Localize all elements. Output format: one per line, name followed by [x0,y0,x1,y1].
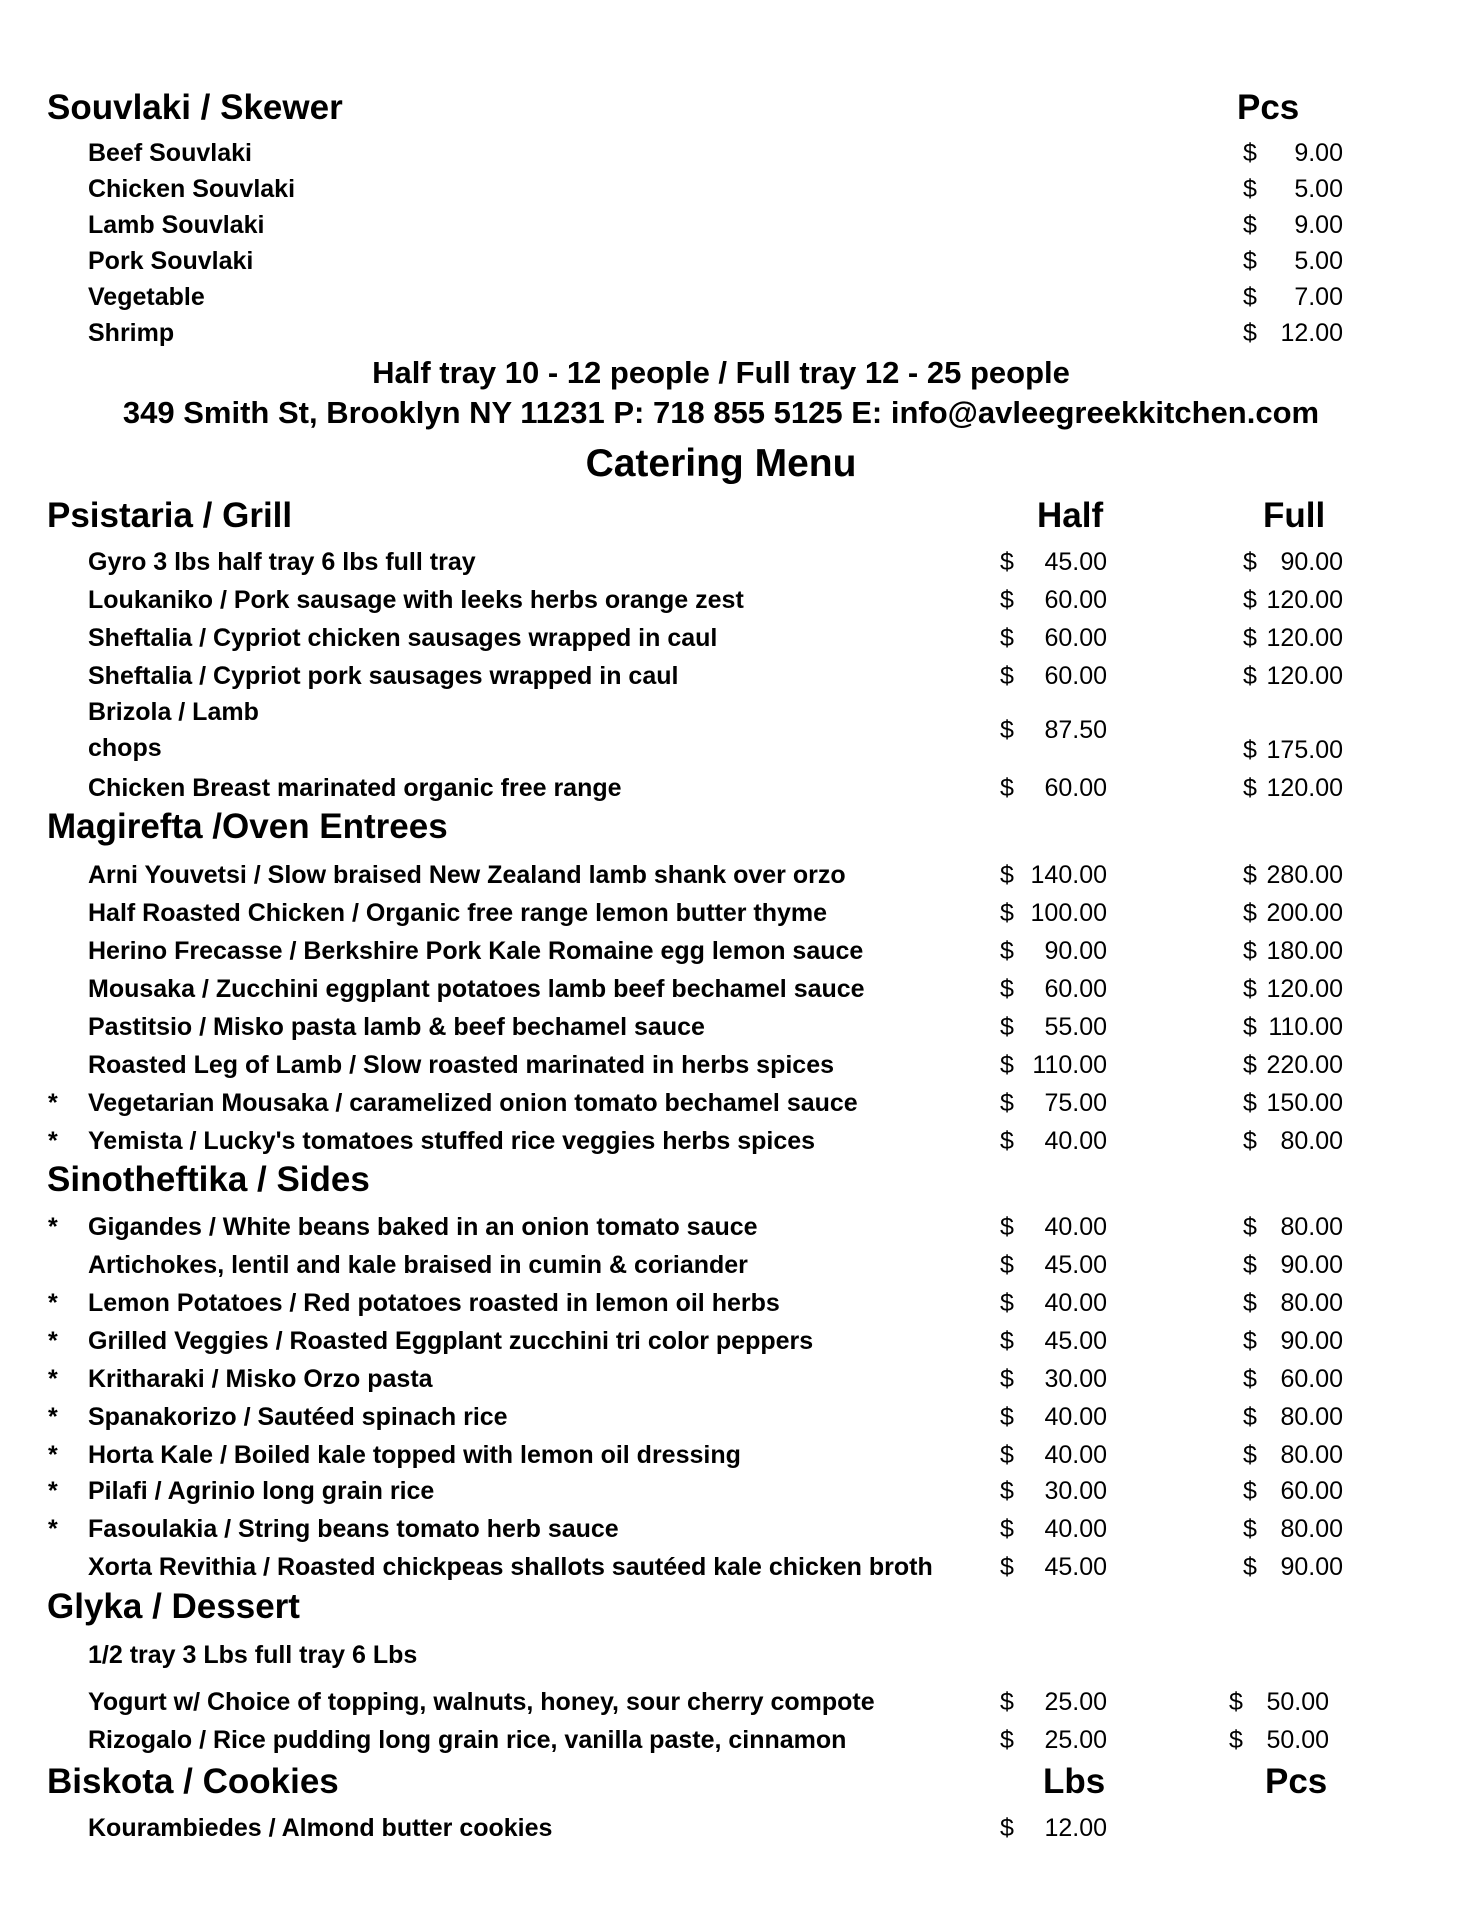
souvlaki-item-price: 12.00 [1280,319,1343,347]
oven-item-name: Half Roasted Chicken / Organic free range lemon butter thyme [88,899,828,927]
sides-item-half-price: 45.00 [1044,1553,1107,1581]
oven-item-half-price: 90.00 [1044,937,1107,965]
currency-symbol: $ [1000,899,1014,927]
currency-symbol: $ [1000,1553,1014,1581]
grill-item-half-price: 60.00 [1044,624,1107,652]
currency-symbol: $ [1000,1814,1014,1842]
currency-symbol: $ [1243,736,1257,764]
currency-symbol: $ [1000,716,1014,744]
sides-item-name: Fasoulakia / String beans tomato herb sauce [88,1515,619,1543]
oven-item-half-price: 40.00 [1044,1127,1107,1155]
item-star: * [48,1089,58,1117]
currency-symbol: $ [1000,1726,1014,1754]
sides-item-name: Xorta Revithia / Roasted chickpeas shallots sautéed kale chicken broth [88,1553,933,1581]
column-header-lbs: Lbs [1043,1762,1106,1801]
grill-item-name: Loukaniko / Pork sausage with leeks herbs orange zest [88,586,744,614]
item-star: * [48,1441,58,1469]
oven-item-half-price: 110.00 [1032,1051,1107,1079]
sides-item-full-price: 80.00 [1280,1441,1343,1469]
currency-symbol: $ [1243,1327,1257,1355]
dessert-note: 1/2 tray 3 Lbs full tray 6 Lbs [88,1641,418,1669]
souvlaki-item-price: 7.00 [1294,283,1343,311]
currency-symbol: $ [1243,1477,1257,1505]
currency-symbol: $ [1000,548,1014,576]
item-star: * [48,1213,58,1241]
sides-item-name: Gigandes / White beans baked in an onion tomato sauce [88,1213,758,1241]
dessert-item-full-price: 50.00 [1266,1688,1329,1716]
currency-symbol: $ [1243,774,1257,802]
currency-symbol: $ [1229,1726,1243,1754]
section-title-souvlaki: Souvlaki / Skewer [47,88,343,127]
oven-item-full-price: 110.00 [1268,1013,1343,1041]
sides-item-half-price: 40.00 [1044,1289,1107,1317]
currency-symbol: $ [1000,1477,1014,1505]
sides-item-name: Lemon Potatoes / Red potatoes roasted in lemon oil herbs [88,1289,780,1317]
currency-symbol: $ [1000,586,1014,614]
sides-item-full-price: 60.00 [1280,1365,1343,1393]
page-title: Catering Menu [585,442,857,485]
currency-symbol: $ [1000,1127,1014,1155]
grill-item-name-line2: chops [88,734,162,762]
oven-item-half-price: 140.00 [1030,861,1107,889]
currency-symbol: $ [1243,937,1257,965]
currency-symbol: $ [1000,774,1014,802]
dessert-item-full-price: 50.00 [1266,1726,1329,1754]
oven-item-full-price: 280.00 [1266,861,1343,889]
currency-symbol: $ [1243,139,1257,167]
sides-item-full-price: 80.00 [1280,1403,1343,1431]
currency-symbol: $ [1000,975,1014,1003]
souvlaki-item-price: 5.00 [1294,247,1343,275]
oven-item-name: Roasted Leg of Lamb / Slow roasted marinated in herbs spices [88,1051,835,1079]
dessert-item-half-price: 25.00 [1044,1726,1107,1754]
sides-item-full-price: 90.00 [1280,1251,1343,1279]
item-star: * [48,1515,58,1543]
currency-symbol: $ [1243,1289,1257,1317]
grill-item-name: Sheftalia / Cypriot pork sausages wrapped in caul [88,662,679,690]
tray-note: Half tray 10 - 12 people / Full tray 12 - 25 people [372,355,1070,390]
sides-item-full-price: 90.00 [1280,1553,1343,1581]
grill-item-full-price: 120.00 [1266,662,1343,690]
oven-item-full-price: 120.00 [1266,975,1343,1003]
sides-item-half-price: 30.00 [1044,1365,1107,1393]
section-title-oven: Magirefta /Oven Entrees [47,807,448,846]
sides-item-full-price: 80.00 [1280,1213,1343,1241]
currency-symbol: $ [1243,548,1257,576]
currency-symbol: $ [1000,1013,1014,1041]
grill-item-half-price: 45.00 [1044,548,1107,576]
currency-symbol: $ [1243,899,1257,927]
column-header-pcs-cookies: Pcs [1265,1762,1328,1801]
item-star: * [48,1403,58,1431]
oven-item-name: Vegetarian Mousaka / caramelized onion tomato bechamel sauce [88,1089,858,1117]
currency-symbol: $ [1000,1515,1014,1543]
currency-symbol: $ [1243,211,1257,239]
grill-item-full-price: 120.00 [1266,774,1343,802]
sides-item-name: Spanakorizo / Sautéed spinach rice [88,1403,508,1431]
currency-symbol: $ [1000,1289,1014,1317]
oven-item-full-price: 150.00 [1266,1089,1343,1117]
currency-symbol: $ [1243,175,1257,203]
column-header-pcs: Pcs [1237,88,1300,127]
currency-symbol: $ [1243,1127,1257,1155]
item-star: * [48,1477,58,1505]
oven-item-half-price: 100.00 [1030,899,1107,927]
currency-symbol: $ [1243,319,1257,347]
currency-symbol: $ [1000,662,1014,690]
sides-item-half-price: 45.00 [1044,1327,1107,1355]
dessert-item-half-price: 25.00 [1044,1688,1107,1716]
cookie-item-name: Kourambiedes / Almond butter cookies [88,1814,553,1842]
currency-symbol: $ [1243,861,1257,889]
sides-item-half-price: 40.00 [1044,1213,1107,1241]
grill-item-half-price: 60.00 [1044,662,1107,690]
sides-item-full-price: 80.00 [1280,1515,1343,1543]
grill-item-half-price: 60.00 [1044,586,1107,614]
item-star: * [48,1327,58,1355]
sides-item-half-price: 45.00 [1044,1251,1107,1279]
currency-symbol: $ [1000,1688,1014,1716]
currency-symbol: $ [1000,1089,1014,1117]
currency-symbol: $ [1000,1213,1014,1241]
souvlaki-item-name: Beef Souvlaki [88,139,252,167]
souvlaki-item-price: 5.00 [1294,175,1343,203]
souvlaki-item-name: Pork Souvlaki [88,247,254,275]
currency-symbol: $ [1243,247,1257,275]
column-header-half: Half [1037,496,1104,535]
sides-item-name: Grilled Veggies / Roasted Eggplant zucchini tri color peppers [88,1327,814,1355]
currency-symbol: $ [1243,1089,1257,1117]
currency-symbol: $ [1243,1515,1257,1543]
currency-symbol: $ [1000,1327,1014,1355]
item-star: * [48,1289,58,1317]
currency-symbol: $ [1000,1251,1014,1279]
currency-symbol: $ [1000,1051,1014,1079]
currency-symbol: $ [1000,1403,1014,1431]
currency-symbol: $ [1243,1441,1257,1469]
grill-item-full-price: 90.00 [1280,548,1343,576]
item-star: * [48,1127,58,1155]
sides-item-name: Pilafi / Agrinio long grain rice [88,1477,435,1505]
dessert-item-name: Yogurt w/ Choice of topping, walnuts, honey, sour cherry compote [88,1688,875,1716]
sides-item-half-price: 40.00 [1044,1403,1107,1431]
currency-symbol: $ [1243,662,1257,690]
sides-item-half-price: 40.00 [1044,1515,1107,1543]
currency-symbol: $ [1243,1013,1257,1041]
section-title-cookies: Biskota / Cookies [47,1762,339,1801]
souvlaki-item-name: Chicken Souvlaki [88,175,296,203]
currency-symbol: $ [1000,624,1014,652]
oven-item-full-price: 180.00 [1266,937,1343,965]
oven-item-name: Herino Frecasse / Berkshire Pork Kale Romaine egg lemon sauce [88,937,864,965]
currency-symbol: $ [1000,861,1014,889]
currency-symbol: $ [1243,624,1257,652]
sides-item-half-price: 40.00 [1044,1441,1107,1469]
oven-item-name: Pastitsio / Misko pasta lamb & beef bechamel sauce [88,1013,705,1041]
souvlaki-item-name: Vegetable [88,283,205,311]
currency-symbol: $ [1243,975,1257,1003]
currency-symbol: $ [1229,1688,1243,1716]
oven-item-name: Mousaka / Zucchini eggplant potatoes lamb beef bechamel sauce [88,975,865,1003]
grill-item-half-price: 87.50 [1044,716,1107,744]
currency-symbol: $ [1243,586,1257,614]
grill-item-name: Brizola / Lamb [88,698,259,726]
sides-item-name: Artichokes, lentil and kale braised in cumin & coriander [88,1251,748,1279]
currency-symbol: $ [1243,1051,1257,1079]
currency-symbol: $ [1243,1553,1257,1581]
grill-item-full-price: 120.00 [1266,586,1343,614]
section-title-grill: Psistaria / Grill [47,496,293,535]
oven-item-full-price: 80.00 [1280,1127,1343,1155]
grill-item-full-price: 175.00 [1266,736,1343,764]
currency-symbol: $ [1243,1213,1257,1241]
oven-item-half-price: 75.00 [1044,1089,1107,1117]
currency-symbol: $ [1000,1441,1014,1469]
currency-symbol: $ [1243,283,1257,311]
souvlaki-item-price: 9.00 [1294,139,1343,167]
sides-item-name: Horta Kale / Boiled kale topped with lemon oil dressing [88,1441,741,1469]
currency-symbol: $ [1243,1403,1257,1431]
oven-item-full-price: 200.00 [1266,899,1343,927]
currency-symbol: $ [1243,1365,1257,1393]
grill-item-name: Gyro 3 lbs half tray 6 lbs full tray [88,548,476,576]
sides-item-full-price: 90.00 [1280,1327,1343,1355]
sides-item-full-price: 80.00 [1280,1289,1343,1317]
grill-item-name: Chicken Breast marinated organic free range [88,774,622,802]
oven-item-name: Yemista / Lucky's tomatoes stuffed rice veggies herbs spices [88,1127,816,1155]
oven-item-half-price: 55.00 [1044,1013,1107,1041]
sides-item-name: Kritharaki / Misko Orzo pasta [88,1365,433,1393]
souvlaki-item-price: 9.00 [1294,211,1343,239]
dessert-item-name: Rizogalo / Rice pudding long grain rice, vanilla paste, cinnamon [88,1726,847,1754]
grill-item-full-price: 120.00 [1266,624,1343,652]
souvlaki-item-name: Lamb Souvlaki [88,211,265,239]
sides-item-full-price: 60.00 [1280,1477,1343,1505]
cookie-item-lbs-price: 12.00 [1044,1814,1107,1842]
currency-symbol: $ [1000,1365,1014,1393]
section-title-sides: Sinotheftika / Sides [47,1160,370,1199]
currency-symbol: $ [1000,937,1014,965]
oven-item-half-price: 60.00 [1044,975,1107,1003]
oven-item-full-price: 220.00 [1266,1051,1343,1079]
souvlaki-item-name: Shrimp [88,319,175,347]
contact-info: 349 Smith St, Brooklyn NY 11231 P: 718 855 5125 E: info@avleegreekkitchen.com [122,395,1320,430]
grill-item-half-price: 60.00 [1044,774,1107,802]
item-star: * [48,1365,58,1393]
column-header-full: Full [1263,496,1326,535]
currency-symbol: $ [1243,1251,1257,1279]
section-title-dessert: Glyka / Dessert [47,1587,300,1626]
oven-item-name: Arni Youvetsi / Slow braised New Zealand lamb shank over orzo [88,861,846,889]
grill-item-name: Sheftalia / Cypriot chicken sausages wrapped in caul [88,624,718,652]
sides-item-half-price: 30.00 [1044,1477,1107,1505]
